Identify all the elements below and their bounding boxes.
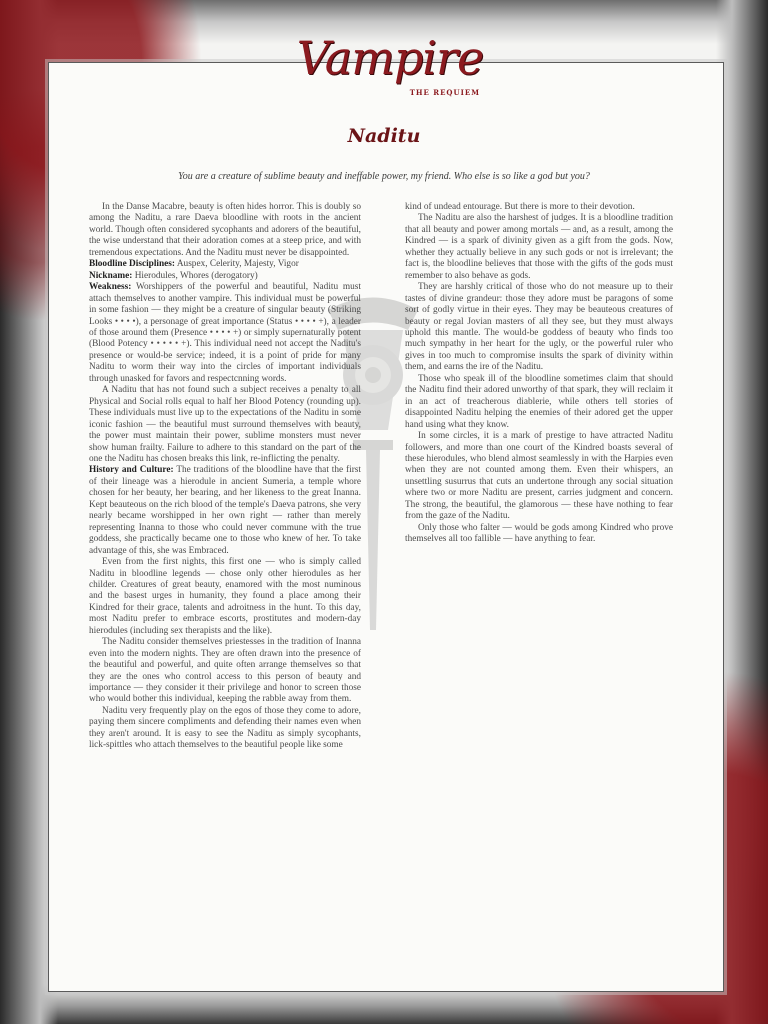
nickname-paragraph <box>89 271 361 282</box>
childer-paragraph: Even from the first nights, this first one — who is simply called Naditu in bloodline legends — chose only other hierodules as her childer. Creatures of great beauty, enamored with the most numinous and the basest urges in humanity, they found a place among their Kindred for their grace, talents and adroitness in the hunt. To this day, most Naditu prefer to embrace escorts, prostitutes and modern-day hierodules (including sex therapists and the like). <box>89 557 361 636</box>
priestesses-paragraph: The Naditu consider themselves priestesses in the tradition of Inanna even into the modern nights. They are often drawn into the presence of the beautiful and powerful, and quite often arrange themselves so that they are the ones who control access to this person of beauty and importance — they consider it their privilege and honor to screen those who would bother this individual, keeping the rabble away from them. <box>89 637 361 705</box>
tagline: You are a creature of sublime beauty and ineffable power, my friend. Who else is so like a god but you? <box>178 171 590 182</box>
weakness-paragraph <box>89 282 361 385</box>
prestige-paragraph: In some circles, it is a mark of prestige to have attracted Naditu followers, and more than one court of the Kindred boasts several of these hierodules, who blend almost seamlessly in with the Harpies even when they are not counted among them. Even their whispers, an unsettling susurrus that cuts an undertone through any social situation where two or more Naditu are present, carries judgment and concern. The strong, the beautiful, the glamorous — these have nothing to fear from the gaze of the Naditu. <box>405 431 673 522</box>
logo-subtitle: THE REQUIEM <box>409 88 480 97</box>
vampire-logo <box>290 28 490 124</box>
history-text: The traditions of the bloodline have that the first of their lineage was a hierodule in ancient Sumeria, a temple whore chosen for her beauty, her bearing, and her likeness to the great Inanna. Kept beauteous on the rich blood of the temple's Daeva patrons, she very nearly became worshipped in her own right — rather than merely representing Inanna to those who could never commune with the true goddess, she practically became one to those who knew of her. To take advantage of this, she was Embraced. <box>89 465 361 556</box>
weakness-text: Worshippers of the powerful and beautiful, Naditu must attach themselves to another vampire. This individual must be powerful in some fashion — they might be a creature of singular beauty (Striking Looks • • • •), a personage of great importance (Status • • • • +), a leader of those around them (Presence • • • • +) or simply supernaturally potent (Blood Potency • • • • • +). This individual need not accept the Naditu's presence or would-be service; indeed, it is a point of pride for many Naditu to worm their way into the circles of important individuals through unasked for favors and respectcnning words. <box>89 282 361 384</box>
weakness-label: Weakness: <box>89 282 132 293</box>
falter-paragraph: Only those who falter — would be gods among Kindred who prove themselves all too fallible — have anything to fear. <box>405 522 673 545</box>
critical-paragraph: They are harshly critical of those who do not measure up to their tastes of divine grandeur: those they adore must be paragons of some sort of godly virtue in their eyes. They may be beauteous creatures of beauty or regal Jovian masters of all they see, but they must always uphold this mantle. The would-be goddess of beauty who finds too much sympathy in her heart for the ugly, or the powerful ruler who gives in too much to compromise insults the spark of divinity within them, and earns the ire of the Naditu. <box>405 282 673 373</box>
nickname-text: Hierodules, Whores (derogatory) <box>132 270 258 281</box>
disciplines-paragraph <box>89 259 361 270</box>
right-column <box>405 202 673 546</box>
page-title: Naditu <box>347 125 421 147</box>
judges-paragraph: The Naditu are also the harshest of judges. It is a bloodline tradition that all beauty and power among mortals — and, as a result, among the Kindred — is a spark of divinity given as a gift from the gods. Now, whether they actually believe in any such gods or not is irrelevant; the fact is, the bloodline believes that those with the gifts of the gods must remember to also behave as gods. <box>405 213 673 281</box>
disciplines-text: Auspex, Celerity, Majesty, Vigor <box>175 259 299 270</box>
intro-paragraph: In the Danse Macabre, beauty is often hides horror. This is doubly so among the Naditu, a rare Daeva bloodline with roots in the ancient world. Though often considered sycophants and adorers of the beautiful, the wise understand that their adoration comes at a steep price, and with tremendous expectations. And the Naditu must never be disappointed. <box>89 202 361 258</box>
history-paragraph <box>89 465 361 557</box>
history-label: History and Culture: <box>89 465 174 476</box>
nickname-label: Nickname: <box>89 270 133 281</box>
logo-word: Vampire <box>296 31 484 85</box>
devotion-paragraph: kind of undead entourage. But there is more to their devotion. <box>405 202 635 212</box>
left-column <box>89 202 361 752</box>
disciplines-label: Bloodline Disciplines: <box>89 259 176 270</box>
diablerie-paragraph: Those who speak ill of the bloodline sometimes claim that should the Naditu find their adored unworthy of that spark, they will reclaim it in an act of treacherous diablerie, while others tell stories of disappointed Naditu helping the enemies of their adored get the upper hand using what they know. <box>405 373 673 430</box>
egos-paragraph: Naditu very frequently play on the egos of those they come to adore, paying them sincere compliments and defending their names even when they aren't around. It is easy to see the Naditu as simply sycophants, lick-spittles who attach themselves to the beautiful people like some <box>89 705 361 751</box>
penalty-paragraph: A Naditu that has not found such a subject receives a penalty to all Physical and Social rolls equal to half her Blood Potency (rounding up). These individuals must live up to the expectations of the Naditu in some iconic fashion — the beautiful must surround themselves with beauty, the power must maintain their power, sublime monsters must never show human frailty. Failure to adhere to this standard on the part of the one the Naditu has chosen breaks this link, re-inflicting the penalty. <box>89 385 361 464</box>
